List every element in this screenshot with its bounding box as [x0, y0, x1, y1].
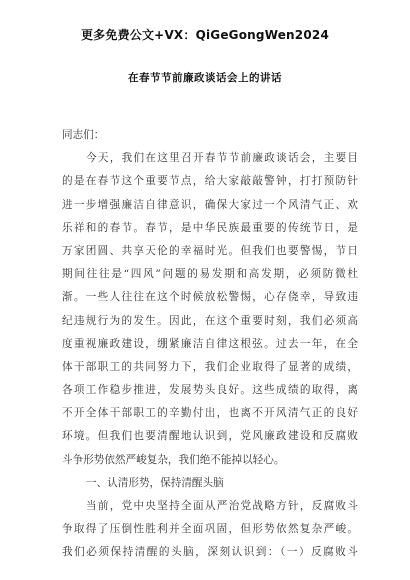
- body-line: 体干部职工的共同努力下，我们企业取得了显著的成绩，: [62, 360, 358, 373]
- body-line: 当前，党中央坚持全面从严治党战略方针，反腐败斗: [86, 500, 358, 512]
- body-line: 纪违规行为的发生。因此，在这个重要时刻，我们必须高: [62, 314, 358, 327]
- body-line: 我们必须保持清醒的头脑，深刻认识到：（一）反腐败斗: [62, 546, 358, 559]
- document-body: [62, 124, 358, 565]
- body-line: 今天，我们在这里召开春节节前廉政谈话会，主要目: [86, 152, 358, 165]
- body-line: 度重视廉政建设，绷紧廉洁自律这根弦。过去一年，在全: [62, 337, 358, 350]
- body-line: 斗争形势依然严峻复杂，我们绝不能掉以轻心。: [62, 453, 285, 466]
- document-title: 在春节节前廉政谈话会上的讲话: [128, 72, 282, 84]
- body-line: 各项工作稳步推进，发展势头良好。这些成绩的取得，离: [62, 384, 358, 397]
- body-line: 万家团圆、共享天伦的幸福时光。但我们也要警惕，节日: [62, 244, 358, 257]
- watermark-text: 更多免费公文+VX：QiGeGongWen2024: [80, 28, 329, 42]
- body-line: 环境。但我们也要清醒地认识到，党风廉政建设和反腐败: [62, 430, 358, 443]
- salutation: 同志们：: [62, 129, 105, 141]
- body-line: 不开全体干部职工的辛勤付出，也离不开风清气正的良好: [62, 407, 358, 420]
- body-line: 期间往往是“四风”问题的易发期和高发期，必须防微杜: [62, 268, 358, 281]
- body-line: 争取得了压倒性胜利并全面巩固，但形势依然复杂严峻。: [62, 523, 358, 536]
- body-line: 乐祥和的春节。春节，是中华民族最重要的传统节日，是: [62, 221, 358, 234]
- body-line: 的是在春节这个重要节点，给大家敲敲警钟，打打预防针: [62, 175, 358, 188]
- body-line: 进一步增强廉洁自律意识，确保大家过一个风清气正、欢: [62, 198, 358, 211]
- body-line: 渐。一些人往往在这个时候放松警惕，心存侥幸，导致违: [62, 291, 358, 304]
- section-heading: 一、认清形势，保持清醒头脑: [86, 476, 224, 489]
